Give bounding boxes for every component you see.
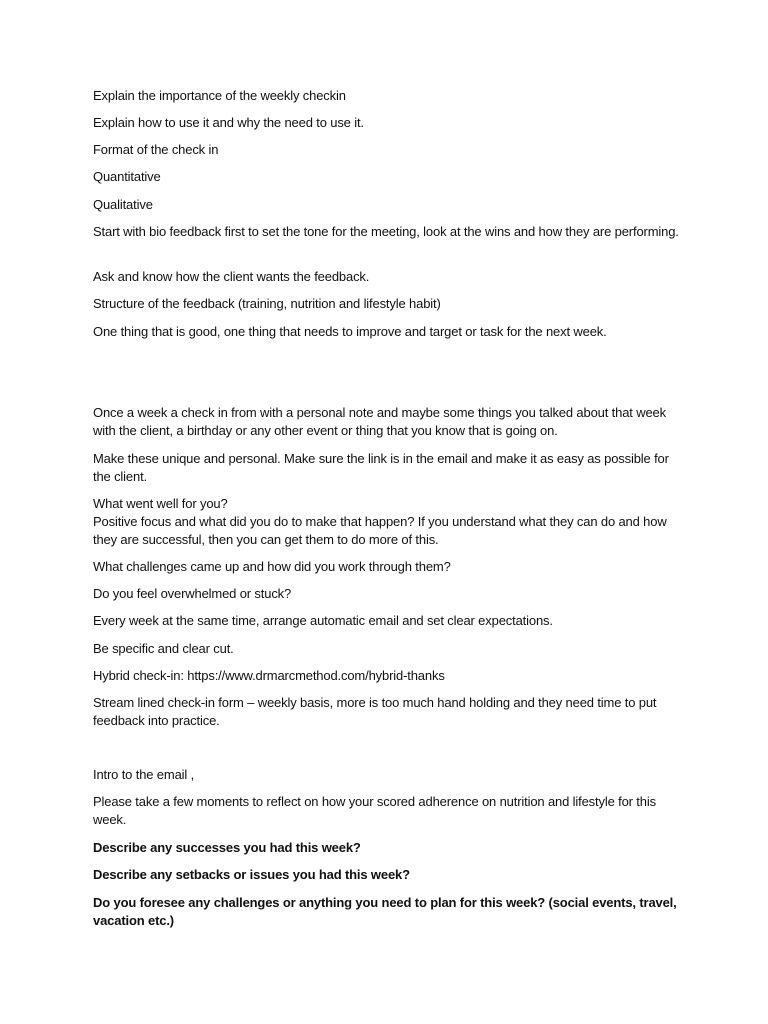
paragraph: What challenges came up and how did you work through them? bbox=[93, 559, 451, 574]
paragraph: Do you feel overwhelmed or stuck? bbox=[93, 586, 292, 601]
paragraph: Positive focus and what did you do to make that happen? If you understand what they can do and how they are successful, then you can get them to do more of this. bbox=[93, 514, 667, 547]
paragraph: Start with bio feedback first to set the tone for the meeting, look at the wins and how they are performing. bbox=[93, 224, 679, 239]
paragraph: Explain the importance of the weekly checkin bbox=[93, 88, 346, 103]
paragraph: Please take a few moments to reflect on how your scored adherence on nutrition and lifestyle for this week. bbox=[93, 794, 656, 827]
paragraph: Qualitative bbox=[93, 197, 153, 212]
url-paragraph: Hybrid check-in: https://www.drmarcmethod.com/hybrid-thanks bbox=[93, 668, 445, 683]
paragraph: Once a week a check in from with a personal note and maybe some things you talked about that week with the client, a birthday or any other event or thing that you know that is going on. bbox=[93, 405, 666, 438]
question-challenges: Do you foresee any challenges or anything you need to plan for this week? (social events, travel, vacation etc.) bbox=[93, 895, 677, 928]
paragraph: Intro to the email , bbox=[93, 767, 195, 782]
paragraph: Explain how to use it and why the need to use it. bbox=[93, 115, 364, 130]
paragraph: Make these unique and personal. Make sure the link is in the email and make it as easy as possible for the client. bbox=[93, 451, 669, 484]
question-successes: Describe any successes you had this week? bbox=[93, 840, 361, 855]
paragraph: Be specific and clear cut. bbox=[93, 641, 234, 656]
paragraph: Structure of the feedback (training, nutrition and lifestyle habit) bbox=[93, 296, 441, 311]
question-setbacks: Describe any setbacks or issues you had this week? bbox=[93, 867, 410, 882]
paragraph: What went well for you? bbox=[93, 496, 228, 511]
paragraph: One thing that is good, one thing that needs to improve and target or task for the next week. bbox=[93, 324, 607, 339]
paragraph: Every week at the same time, arrange automatic email and set clear expectations. bbox=[93, 613, 553, 628]
paragraph: Stream lined check-in form – weekly basis, more is too much hand holding and they need time to put feedback into practice. bbox=[93, 695, 657, 728]
paragraph: Ask and know how the client wants the feedback. bbox=[93, 269, 370, 284]
paragraph: Format of the check in bbox=[93, 142, 219, 157]
paragraph: Quantitative bbox=[93, 169, 161, 184]
